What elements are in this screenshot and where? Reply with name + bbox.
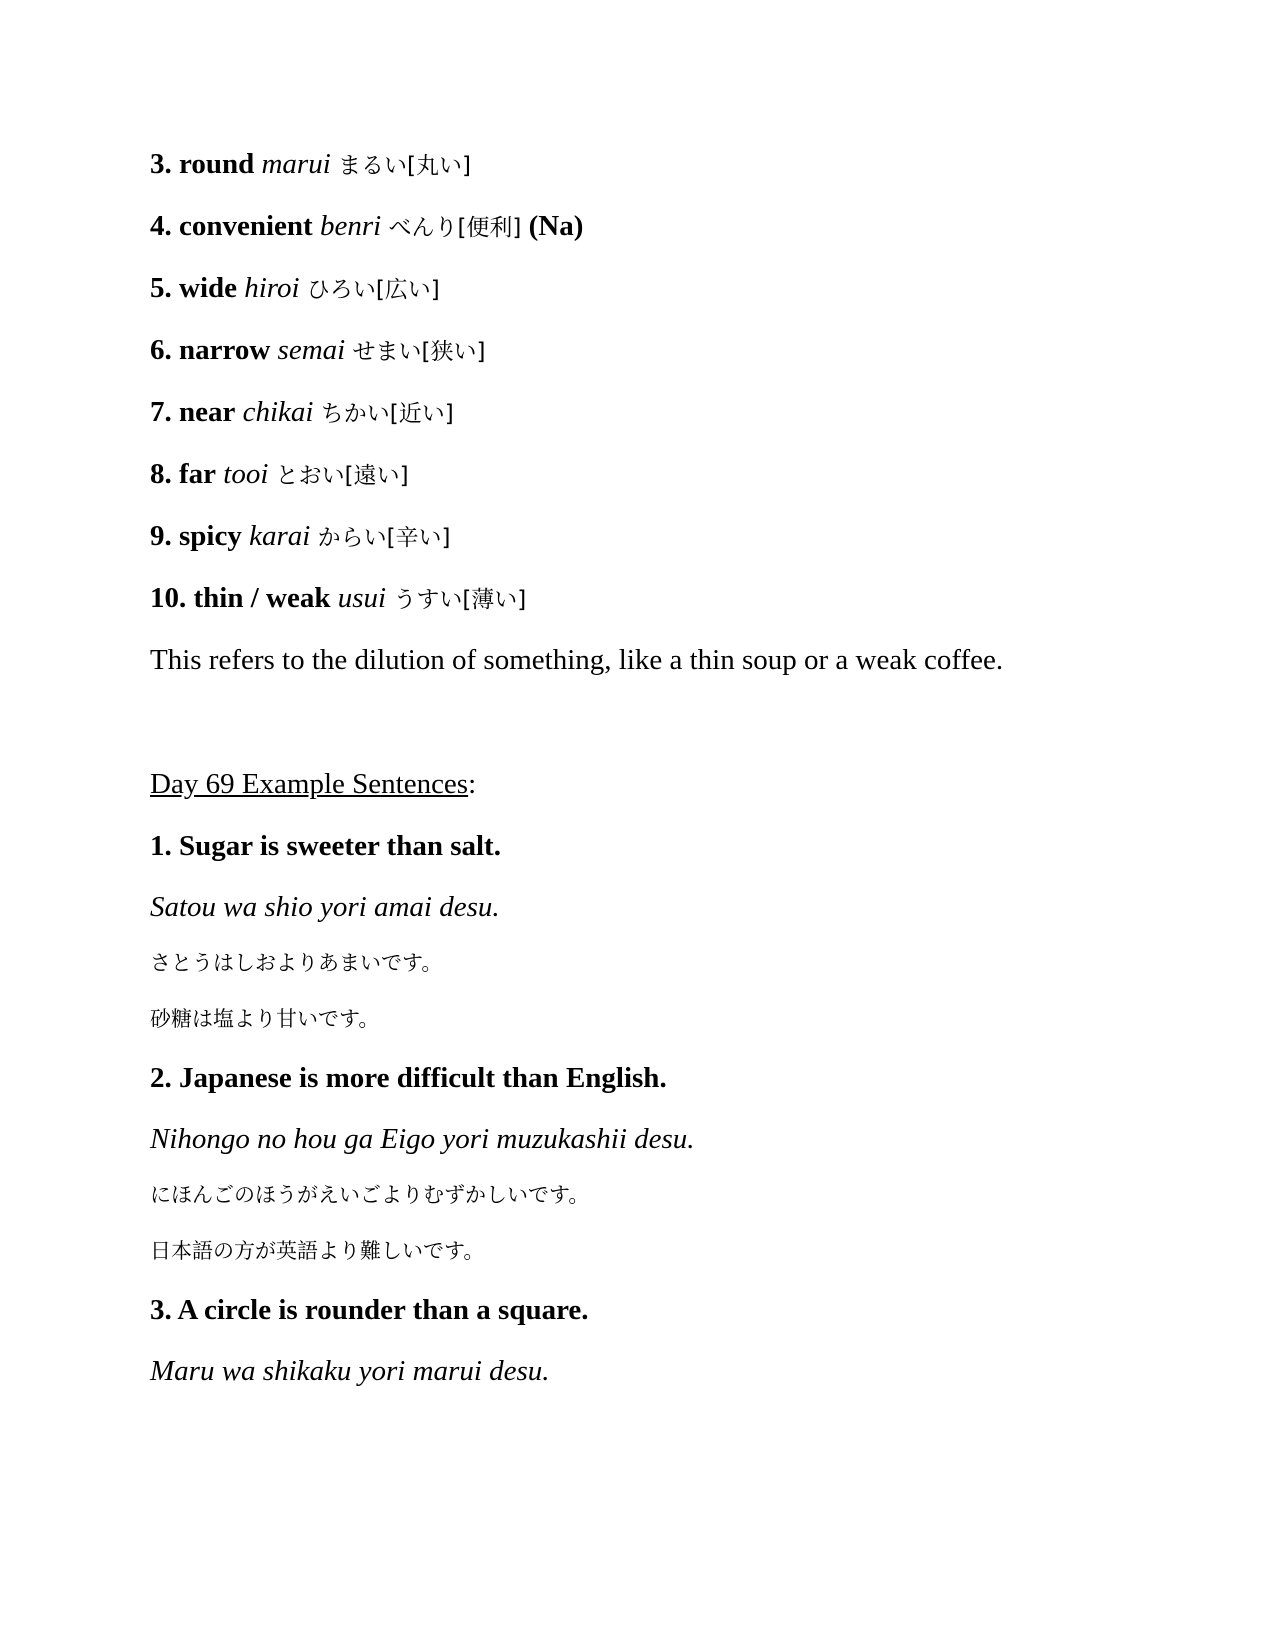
section-heading-colon: : xyxy=(468,768,477,800)
sentence-romaji: Maru wa shikaku yori marui desu. xyxy=(150,1355,550,1387)
vocab-kana: ちかい xyxy=(320,401,390,427)
vocab-kanji: [丸い] xyxy=(407,153,471,179)
vocab-english: near xyxy=(179,396,236,428)
vocab-number: 7. xyxy=(150,396,172,428)
sentence-kanji: 日本語の方が英語より難しいです。 xyxy=(150,1239,485,1263)
vocab-romaji: marui xyxy=(261,148,331,180)
vocab-romaji: semai xyxy=(277,334,346,366)
vocab-english: round xyxy=(179,148,255,180)
vocab-number: 4. xyxy=(150,210,172,242)
vocab-kanji: [狭い] xyxy=(421,339,486,365)
vocab-english: convenient xyxy=(179,210,313,242)
vocab-romaji: tooi xyxy=(223,458,269,490)
vocab-romaji: chikai xyxy=(242,396,314,428)
vocab-item xyxy=(150,398,454,427)
vocab-english: spicy xyxy=(179,520,242,552)
vocab-romaji: karai xyxy=(249,520,311,552)
explanation-text: This refers to the dilution of something, like a thin soup or a weak coffee. xyxy=(150,644,1004,676)
vocab-item xyxy=(150,522,451,551)
vocab-item xyxy=(150,150,471,179)
vocab-english: wide xyxy=(179,272,237,304)
vocab-english: narrow xyxy=(179,334,271,366)
vocab-kana: うすい xyxy=(393,587,463,613)
vocab-kana: せまい xyxy=(352,339,422,365)
vocab-kana: ひろい xyxy=(306,277,376,303)
vocab-number: 10. xyxy=(150,582,187,614)
vocab-note: (Na) xyxy=(528,210,584,242)
section-heading xyxy=(150,770,476,799)
vocab-kana: からい xyxy=(317,525,387,551)
vocab-romaji: hiroi xyxy=(244,272,300,304)
vocab-romaji: benri xyxy=(319,210,382,242)
sentence-english: 1. Sugar is sweeter than salt. xyxy=(150,830,501,862)
sentence-kanji: 砂糖は塩より甘いです。 xyxy=(150,1007,380,1031)
vocab-item xyxy=(150,336,485,365)
vocab-kanji: [薄い] xyxy=(462,587,527,613)
sentence-english: 3. A circle is rounder than a square. xyxy=(150,1294,589,1326)
vocab-item xyxy=(150,212,583,241)
vocab-kana: とおい xyxy=(275,463,345,489)
vocab-kanji: [広い] xyxy=(375,277,440,303)
vocab-kanji: [便利] xyxy=(457,215,522,241)
vocab-item xyxy=(150,460,409,489)
vocab-kanji: [遠い] xyxy=(344,463,409,489)
vocab-number: 6. xyxy=(150,334,172,366)
vocab-item xyxy=(150,584,526,613)
vocab-kanji: [辛い] xyxy=(386,525,451,551)
sentence-romaji: Satou wa shio yori amai desu. xyxy=(150,891,500,923)
vocab-english: far xyxy=(179,458,217,490)
vocab-kana: べんり xyxy=(388,215,458,241)
vocab-number: 9. xyxy=(150,520,172,552)
vocab-kanji: [近い] xyxy=(389,401,454,427)
vocab-kana: まるい xyxy=(338,153,408,179)
sentence-english: 2. Japanese is more difficult than English. xyxy=(150,1062,667,1094)
vocab-number: 5. xyxy=(150,272,172,304)
vocab-number: 3. xyxy=(150,148,172,180)
vocab-romaji: usui xyxy=(337,582,387,614)
vocab-item xyxy=(150,274,440,303)
vocab-number: 8. xyxy=(150,458,172,490)
sentence-kana: さとうはしおよりあまいです。 xyxy=(150,951,443,975)
vocab-english: thin / weak xyxy=(193,582,331,614)
sentence-kana: にほんごのほうがえいごよりむずかしいです。 xyxy=(150,1183,590,1207)
sentence-romaji: Nihongo no hou ga Eigo yori muzukashii desu. xyxy=(150,1123,695,1155)
section-heading-label: Day 69 Example Sentences xyxy=(150,768,469,800)
